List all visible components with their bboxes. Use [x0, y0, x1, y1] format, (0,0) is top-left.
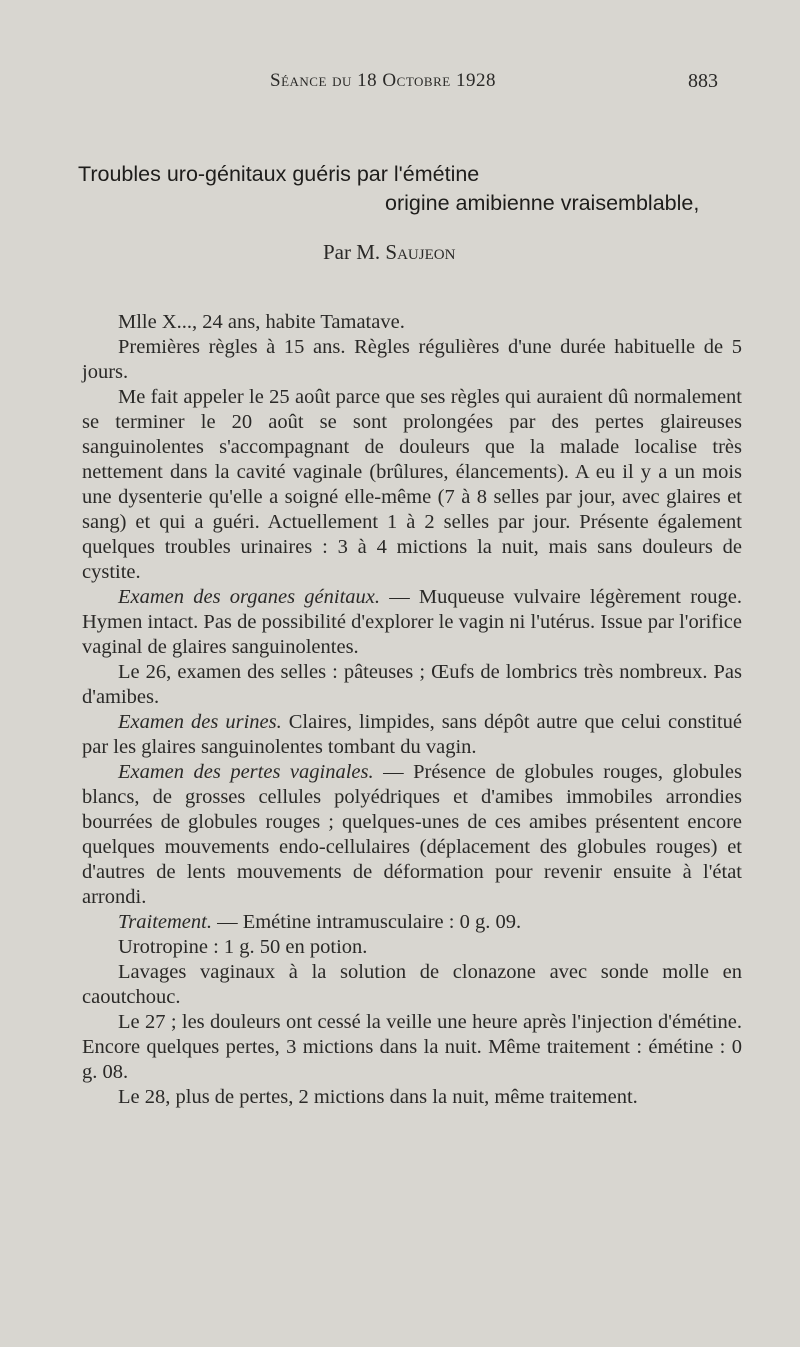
paragraph [82, 935, 742, 960]
paragraph-text: — Présence de globules rouges, globules blancs, de grosses cellules polyédriques et d'amibes immobiles arrondies bourrées de globules rouges ; quelques-unes de ces amibes présentent encore quelques mouvements endo-cellulaires (déplacement des globules rouges) et d'autres de lents mouvements de déformation pour revenir ensuite à l'état arrondi. [82, 761, 742, 908]
paragraph [82, 760, 742, 910]
title-line-1: Troubles uro-génitaux guéris par l'émétine [78, 162, 480, 186]
paragraph-text: Claires, limpides, sans dépôt autre que celui constitué par les glaires sanguinolentes tombant du vagin. [82, 711, 742, 758]
paragraph [82, 1010, 742, 1085]
paragraph-text: — Emétine intramusculaire : 0 g. 09. [211, 911, 522, 933]
paragraph-text: Le 28, plus de pertes, 2 mictions dans la nuit, même traitement. [118, 1086, 638, 1108]
paragraph-text: Urotropine : 1 g. 50 en potion. [118, 936, 368, 958]
paragraph-text: Le 27 ; les douleurs ont cessé la veille une heure après l'injection d'émétine. Encore quelques pertes, 3 mictions dans la nuit. Même traitement : émétine : 0 g. 08. [82, 1011, 742, 1083]
page-number: 883 [688, 70, 718, 92]
article-body [82, 310, 742, 1110]
paragraph [82, 335, 742, 385]
section-heading-italic: Examen des pertes vaginales. [118, 761, 374, 783]
section-heading-italic: Examen des urines. [118, 711, 282, 733]
paragraph-text: Me fait appeler le 25 août parce que ses règles qui auraient dû normalement se terminer le 20 août se sont prolongées par des pertes glaireuses sanguinolentes s'accompagnant de douleurs que la malade localise très nettement dans la cavité vaginale (brûlures, élancements). A eu il y a un mois une dysenterie qu'elle a soigné elle-même (7 à 8 selles par jour, avec glaires et sang) et qui a guéri. Actuellement 1 à 2 selles par jour. Présente également quelques troubles urinaires : 3 à 4 mictions la nuit, mais sans douleurs de cystite. [82, 386, 742, 583]
paragraph [82, 385, 742, 585]
title-line-2: origine amibienne vraisemblable, [385, 191, 700, 215]
paragraph [82, 710, 742, 760]
paragraph [82, 310, 742, 335]
byline [323, 240, 455, 265]
paragraph-text: Lavages vaginaux à la solution de clonazone avec sonde molle en caoutchouc. [82, 961, 742, 1008]
paragraph-text: Mlle X..., 24 ans, habite Tamatave. [118, 311, 405, 333]
paragraph [82, 910, 742, 935]
paragraph [82, 1085, 742, 1110]
running-head: Séance du 18 Octobre 1928 [270, 70, 496, 91]
author-name: Saujeon [385, 240, 456, 264]
byline-prefix: Par M. [323, 240, 381, 264]
paragraph-text: Premières règles à 15 ans. Règles régulières d'une durée habituelle de 5 jours. [82, 336, 742, 383]
section-heading-italic: Examen des organes génitaux. [118, 586, 380, 608]
paragraph-text: — Muqueuse vulvaire légèrement rouge. Hymen intact. Pas de possibilité d'explorer le vagin ni l'utérus. Issue par l'orifice vaginal de glaires sanguinolentes. [82, 586, 742, 658]
paragraph [82, 660, 742, 710]
article-title [78, 160, 728, 218]
paragraph [82, 585, 742, 660]
section-heading-italic: Traitement. [118, 911, 212, 933]
paragraph-text: Le 26, examen des selles : pâteuses ; Œufs de lombrics très nombreux. Pas d'amibes. [82, 661, 742, 708]
paragraph [82, 960, 742, 1010]
